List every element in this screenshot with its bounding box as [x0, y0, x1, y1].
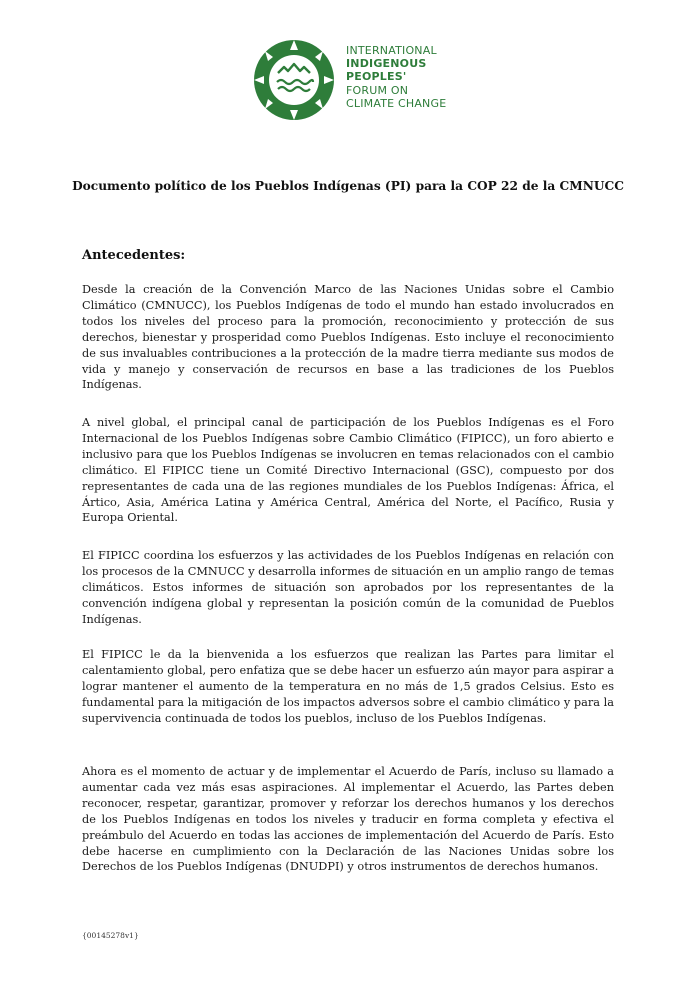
document-footer-id: {00145278v1}	[82, 931, 139, 940]
organization-logo	[252, 38, 512, 122]
section-heading: Antecedentes:	[82, 248, 186, 263]
organization-name	[346, 44, 446, 110]
paragraph-1: Desde la creación de la Convención Marco de las Naciones Unidas sobre el Cambio Climático (CMNUCC), los Pueblos Indígenas de todo el mundo han estado involucrados en todos los niveles del proceso para la promoción, reconocimiento y protección de sus derechos, bienestar y prosperidad como Pueblos Indígenas. Esto incluye el reconocimiento de sus invaluables contribuciones a la protección de la madre tierra mediante sus modos de vida y manejo y conservación de recursos en base a las tradiciones de los Pueblos Indígenas.	[82, 283, 614, 392]
org-name-line-4: FORUM ON	[346, 83, 409, 97]
paragraph-2: A nivel global, el principal canal de participación de los Pueblos Indígenas es el Foro Internacional de los Pueblos Indígenas sobre Cambio Climático (FIPICC), un foro abierto e inclusivo para que los Pueblos Indígenas se involucren en temas relacionados con el cambio climático. El FIPICC tiene un Comité Directivo Internacional (GSC), compuesto por dos representantes de cada una de las regiones mundiales de los Pueblos Indígenas: África, el Ártico, Asia, América Latina y América Central, América del Norte, el Pacífico, Rusia y Europa Oriental.	[82, 416, 614, 525]
paragraph-5: Ahora es el momento de actuar y de implementar el Acuerdo de París, incluso su llamado a aumentar cada vez más esas aspiraciones. Al implementar el Acuerdo, las Partes deben reconocer, respetar, garantizar, promover y reforzar los derechos humanos y los derechos de los Pueblos Indígenas en todos los niveles y traducir en forma completa y efectiva el preámbulo del Acuerdo en todas las acciones de implementación del Acuerdo de París. Esto debe hacerse en cumplimiento con la Declaración de las Naciones Unidas sobre los Derechos de los Pueblos Indígenas (DNUDPI) y otros instrumentos de derechos humanos.	[82, 765, 614, 874]
paragraph-4: El FIPICC le da la bienvenida a los esfuerzos que realizan las Partes para limitar el calentamiento global, pero enfatiza que se debe hacer un esfuerzo aún mayor para aspirar a lograr mantener el aumento de la temperatura en no más de 1,5 grados Celsius. Esto es fundamental para la mitigación de los impactos adversos sobre el cambio climático y para la supervivencia continuada de todos los pueblos, incluso de los Pueblos Indígenas.	[82, 648, 614, 725]
org-name-line-5: CLIMATE CHANGE	[346, 96, 447, 110]
document-title: Documento político de los Pueblos Indígenas (PI) para la COP 22 de la CMNUCC	[72, 179, 624, 193]
paragraph-3: El FIPICC coordina los esfuerzos y las actividades de los Pueblos Indígenas en relación con los procesos de la CMNUCC y desarrolla informes de situación en un amplio rango de temas climáticos. Estos informes de situación son aprobados por los representantes de la convención indígena global y representan la posición común de la comunidad de Pueblos Indígenas.	[82, 549, 614, 626]
org-name-line-3: PEOPLES'	[346, 70, 407, 84]
org-name-line-2: INDIGENOUS	[346, 57, 427, 71]
iipfcc-emblem-icon	[252, 38, 336, 122]
org-name-line-1: INTERNATIONAL	[346, 44, 437, 57]
